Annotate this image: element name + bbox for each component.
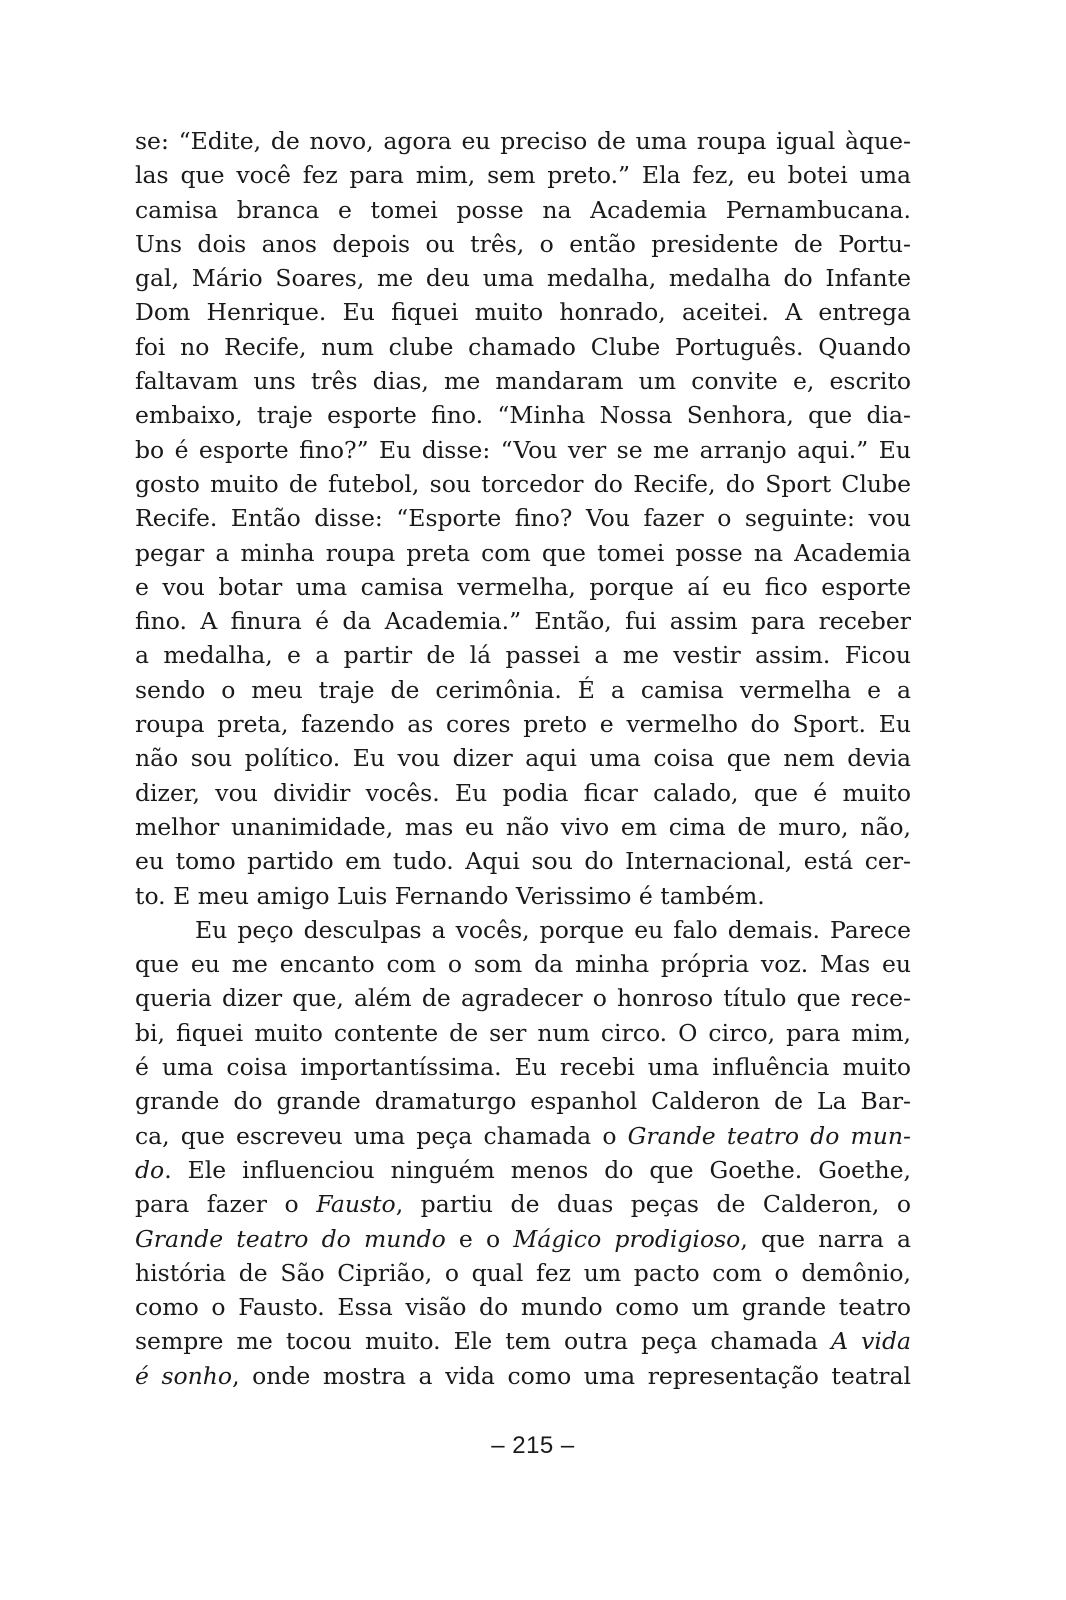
text-segment: eu tomo partido em tudo. Aqui sou do Internacional, está cer- (135, 847, 911, 876)
text-segment: gosto muito de futebol, sou torcedor do Recife, do Sport Clube (135, 469, 911, 498)
text-segment: gal, Mário Soares, me deu uma medalha, medalha do Infante (135, 264, 911, 293)
text-line (135, 501, 911, 535)
text-line (135, 1359, 911, 1393)
text-segment: bo é esporte fino?” Eu disse: “Vou ver se me arranjo aqui.” Eu (135, 435, 911, 464)
text-segment: pegar a minha roupa preta com que tomei posse na Academia (135, 538, 911, 567)
text-line (135, 364, 911, 398)
text-line (135, 536, 911, 570)
text-segment: fino. A finura é da Academia.” Então, fui assim para receber (135, 607, 911, 636)
text-line (135, 570, 911, 604)
text-line (135, 295, 911, 329)
text-line (135, 604, 911, 638)
text-line (135, 227, 911, 261)
text-segment: grande do grande dramaturgo espanhol Calderon de La Bar- (135, 1087, 911, 1116)
text-line (135, 776, 911, 810)
text-segment: se: “Edite, de novo, agora eu preciso de uma roupa igual àque- (135, 127, 911, 155)
text-line (135, 193, 911, 227)
italic-title-segment: do (135, 1155, 165, 1184)
italic-title-segment: Grande teatro do mun- (627, 1121, 911, 1150)
text-line (135, 1256, 911, 1290)
text-segment: camisa branca e tomei posse na Academia Pernambucana. (135, 195, 911, 224)
text-line (135, 1153, 911, 1187)
text-line (135, 261, 911, 295)
text-segment: , que narra a (740, 1224, 912, 1253)
text-segment: to. E meu amigo Luis Fernando Verissimo é também. (135, 881, 765, 910)
text-segment: melhor unanimidade, mas eu não vivo em cima de muro, não, (135, 812, 911, 841)
text-line (135, 1187, 911, 1221)
italic-title-segment: Mágico prodigioso (513, 1224, 741, 1253)
italic-title-segment: é sonho (135, 1361, 233, 1390)
text-segment: queria dizer que, além de agradecer o honroso título que rece- (135, 984, 911, 1013)
italic-title-segment: A vida (831, 1327, 911, 1356)
text-segment: e vou botar uma camisa vermelha, porque aí eu fico esporte (135, 572, 911, 601)
text-segment: que eu me encanto com o som da minha própria voz. Mas eu (135, 950, 911, 979)
text-line (135, 1222, 911, 1256)
text-line (135, 707, 911, 741)
text-line (135, 1324, 911, 1358)
text-segment: a medalha, e a partir de lá passei a me vestir assim. Ficou (135, 641, 911, 670)
text-segment: e o (445, 1224, 514, 1253)
text-line (135, 741, 911, 775)
italic-title-segment: Fausto (316, 1190, 396, 1219)
text-line (135, 158, 911, 192)
text-segment: Eu peço desculpas a vocês, porque eu falo demais. Parece (195, 915, 911, 944)
page-number: – 215 – (491, 1432, 575, 1459)
text-segment: las que você fez para mim, sem preto.” Ela fez, eu botei uma (135, 161, 911, 190)
text-segment: história de São Ciprião, o qual fez um pacto com o demônio, (135, 1258, 911, 1287)
text-line (135, 1050, 911, 1084)
text-segment: não sou político. Eu vou dizer aqui uma coisa que nem devia (135, 744, 911, 773)
text-line (135, 810, 911, 844)
text-line (135, 124, 911, 158)
text-line (135, 1119, 911, 1153)
text-segment: Recife. Então disse: “Esporte fino? Vou fazer o seguinte: vou (135, 504, 911, 533)
text-line (135, 947, 911, 981)
text-line (135, 398, 911, 432)
text-segment: bi, fiquei muito contente de ser num circo. O circo, para mim, (135, 1018, 911, 1047)
text-segment: é uma coisa importantíssima. Eu recebi uma influência muito (135, 1053, 911, 1082)
text-segment: embaixo, traje esporte fino. “Minha Nossa Senhora, que dia- (135, 401, 911, 430)
text-segment: faltavam uns três dias, me mandaram um convite e, escrito (135, 367, 911, 396)
italic-title-segment: Grande teatro do mundo (135, 1224, 446, 1253)
body-text (135, 124, 911, 1393)
text-segment: Dom Henrique. Eu fiquei muito honrado, aceitei. A entrega (135, 298, 911, 327)
text-line (135, 673, 911, 707)
text-line (135, 433, 911, 467)
text-segment: sempre me tocou muito. Ele tem outra peça chamada (135, 1327, 832, 1356)
text-segment: ca, que escreveu uma peça chamada o (135, 1121, 628, 1150)
text-line (135, 1016, 911, 1050)
text-segment: dizer, vou dividir vocês. Eu podia ficar calado, que é muito (135, 778, 911, 807)
text-segment: para fazer o (135, 1190, 317, 1219)
text-line (135, 1290, 911, 1324)
text-line (135, 981, 911, 1015)
text-segment: , onde mostra a vida como uma representação teatral (232, 1361, 911, 1390)
text-line (135, 330, 911, 364)
text-segment: . Ele influenciou ninguém menos do que Goethe. Goethe, (164, 1155, 911, 1184)
text-line (135, 844, 911, 878)
text-line (135, 1084, 911, 1118)
text-line (135, 913, 911, 947)
text-line (135, 638, 911, 672)
text-segment: , partiu de duas peças de Calderon, o (395, 1190, 911, 1219)
text-segment: como o Fausto. Essa visão do mundo como um grande teatro (135, 1293, 911, 1322)
text-segment: Uns dois anos depois ou três, o então presidente de Portu- (135, 229, 911, 258)
text-line (135, 879, 911, 913)
text-line (135, 467, 911, 501)
text-segment: foi no Recife, num clube chamado Clube Português. Quando (135, 332, 911, 361)
text-segment: sendo o meu traje de cerimônia. É a camisa vermelha e a (135, 675, 911, 704)
text-segment: roupa preta, fazendo as cores preto e vermelho do Sport. Eu (135, 710, 911, 739)
